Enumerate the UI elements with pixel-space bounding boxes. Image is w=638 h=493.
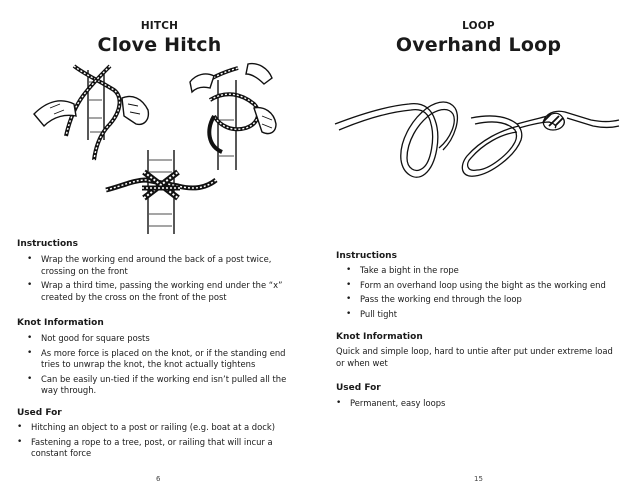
used-for-item: • Fastening a rope to a tree, post, or railing that will incur a constant force [17, 437, 302, 460]
knot-info-heading: Knot Information [336, 332, 423, 342]
knot-info-list [27, 333, 302, 400]
instruction-item: • Take a bight in the rope [346, 265, 626, 277]
clove-hitch-diagram-icon [10, 60, 310, 235]
right-page [319, 0, 638, 493]
overhand-loop-step-2 [462, 111, 619, 176]
instructions-list [346, 265, 626, 323]
used-for-heading: Used For [17, 408, 62, 418]
page-kicker: HITCH [140, 20, 179, 32]
page-number: 15 [474, 475, 483, 483]
knot-info-item: • Not good for square posts [27, 333, 302, 345]
overhand-loop-step-1 [335, 102, 457, 177]
knot-info-heading: Knot Information [17, 318, 104, 328]
knot-info-item: • Can be easily un-tied if the working end isn’t pulled all the way through. [27, 374, 302, 397]
page-title: Clove Hitch [97, 34, 222, 56]
used-for-item: • Permanent, easy loops [336, 398, 621, 410]
page-kicker: LOOP [462, 20, 495, 32]
instructions-heading: Instructions [336, 251, 397, 261]
used-for-item: • Hitching an object to a post or railing (e.g. boat at a dock) [17, 422, 302, 434]
instructions-heading: Instructions [17, 239, 78, 249]
knot-info-item: • As more force is placed on the knot, or if the standing end tries to unwrap the knot, the knot actually tightens [27, 348, 302, 371]
instruction-item: • Pass the working end through the loop [346, 294, 626, 306]
used-for-list [336, 398, 621, 413]
clove-hitch-step-3 [106, 150, 216, 234]
clove-hitch-step-1 [34, 66, 148, 160]
instruction-item: • Pull tight [346, 309, 626, 321]
instruction-item: • Form an overhand loop using the bight as the working end [346, 280, 626, 292]
page-number: 6 [156, 475, 161, 483]
page-title: Overhand Loop [395, 34, 562, 56]
instructions-list [27, 254, 302, 306]
clove-hitch-step-2 [190, 64, 276, 170]
used-for-list [17, 422, 302, 463]
overhand-loop-diagram-icon [331, 78, 621, 188]
instruction-item: • Wrap a third time, passing the working end under the “x” created by the cross on the front of the post [27, 280, 302, 303]
instruction-item: • Wrap the working end around the back of a post twice, crossing on the front [27, 254, 302, 277]
knot-info-text: Quick and simple loop, hard to untie after put under extreme load or when wet [336, 346, 613, 368]
used-for-heading: Used For [336, 383, 381, 393]
